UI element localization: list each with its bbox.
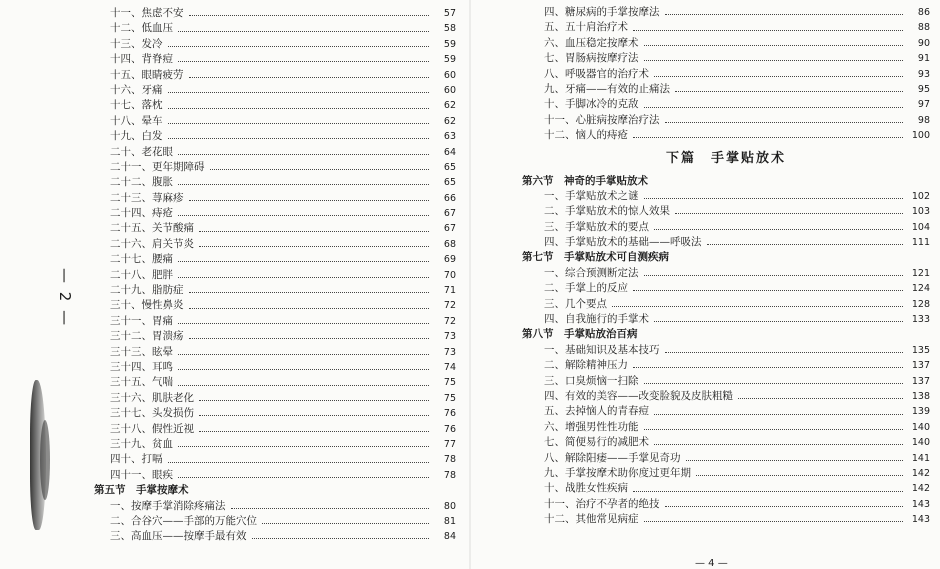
toc-entry-title: 三十九、贫血	[110, 437, 173, 450]
toc-entry	[522, 358, 930, 373]
toc-leader-dots	[178, 261, 429, 262]
toc-entry	[522, 481, 930, 496]
toc-entry-title: 三十六、肌肤老化	[110, 391, 194, 404]
toc-entry	[94, 252, 456, 267]
toc-page-number: 124	[911, 283, 930, 295]
toc-page-number: 84	[443, 531, 456, 543]
toc-entry-title: 二、合谷穴——手部的万能穴位	[110, 514, 257, 527]
toc-page-number: 76	[443, 423, 456, 435]
toc-page-number: 95	[917, 83, 930, 95]
toc-leader-dots	[189, 308, 430, 309]
toc-entry-title: 二、手掌贴放术的惊人效果	[544, 205, 670, 218]
toc-page-number: 88	[917, 22, 930, 34]
toc-page-number: 97	[917, 99, 930, 111]
toc-leader-dots	[199, 246, 429, 247]
toc-page-number: 58	[443, 23, 456, 35]
toc-entry	[94, 452, 456, 467]
toc-entry-title: 八、呼吸器官的治疗术	[544, 67, 649, 80]
toc-group-top	[522, 5, 930, 144]
toc-page-number: 63	[443, 131, 456, 143]
toc-leader-dots	[231, 508, 430, 509]
toc-section-heading	[522, 174, 930, 189]
toc-entry-title: 十、手脚冰冷的克敌	[544, 98, 639, 111]
toc-page-number: 138	[911, 390, 930, 402]
toc-entry	[94, 422, 456, 437]
toc-entry-title: 六、血压稳定按摩术	[544, 36, 639, 49]
toc-page-number: 143	[911, 514, 930, 526]
toc-entry	[94, 391, 456, 406]
toc-leader-dots	[168, 462, 430, 463]
toc-entry-title: 二十九、脂肪症	[110, 284, 184, 297]
toc-leader-dots	[665, 352, 904, 353]
toc-page-number: 80	[443, 500, 456, 512]
toc-page-number: 81	[443, 515, 456, 527]
toc-section-heading	[522, 250, 930, 265]
toc-page-number: 128	[911, 298, 930, 310]
toc-leader-dots	[644, 521, 904, 522]
toc-leader-dots	[633, 137, 903, 138]
toc-page-number: 62	[443, 100, 456, 112]
toc-entry	[522, 82, 930, 97]
toc-entry	[94, 52, 456, 67]
toc-entry-title: 第六节 神奇的手掌贴放术	[522, 174, 648, 187]
toc-entry	[94, 468, 456, 483]
toc-leader-dots	[633, 30, 903, 31]
toc-page-number: 73	[443, 346, 456, 358]
toc-entry	[94, 345, 456, 360]
toc-page-number: 86	[917, 7, 930, 18]
toc-leader-dots	[644, 45, 904, 46]
toc-page-number: 60	[443, 84, 456, 96]
toc-page-number: 76	[443, 408, 456, 420]
toc-entry	[522, 235, 930, 250]
toc-entry	[94, 499, 456, 514]
toc-entry-title: 第五节 手掌按摩术	[94, 484, 189, 497]
toc-leader-dots	[675, 213, 903, 214]
right-page	[470, 0, 940, 569]
toc-page-number: 139	[911, 406, 930, 418]
scan-smudge	[40, 420, 50, 500]
toc-entry-title: 五、五十肩治疗术	[544, 21, 628, 34]
toc-entry-title: 十、战胜女性疾病	[544, 482, 628, 495]
toc-entry-title: 十八、晕车	[110, 114, 163, 127]
toc-leader-dots	[644, 383, 904, 384]
toc-entry-title: 三十八、假性近视	[110, 422, 194, 435]
toc-page-number: 62	[443, 115, 456, 127]
toc-entry	[522, 36, 930, 51]
toc-entry	[94, 314, 456, 329]
toc-entry	[522, 420, 930, 435]
toc-entry-title: 五、去掉恼人的青春痘	[544, 405, 649, 418]
toc-page-number: 73	[443, 331, 456, 343]
toc-entry-title: 九、手掌按摩术助你度过更年期	[544, 466, 691, 479]
toc-leader-dots	[654, 321, 903, 322]
toc-leader-dots	[675, 91, 903, 92]
toc-leader-dots	[644, 107, 904, 108]
toc-page-number: 69	[443, 254, 456, 266]
toc-entry-title: 四、有效的美容——改变脸貌及皮肤粗糙	[544, 389, 733, 402]
toc-page-number: 60	[443, 69, 456, 81]
toc-entry-title: 三、几个要点	[544, 297, 607, 310]
toc-entry-title: 七、简便易行的减肥术	[544, 436, 649, 449]
toc-leader-dots	[178, 277, 429, 278]
toc-entry	[522, 113, 930, 128]
toc-entry-title: 第七节 手掌贴放术可自测疾病	[522, 251, 669, 264]
toc-entry-title: 三十、慢性鼻炎	[110, 299, 184, 312]
toc-leader-dots	[178, 61, 429, 62]
toc-page-number: 93	[917, 68, 930, 80]
toc-entry	[94, 21, 456, 36]
toc-entry	[94, 375, 456, 390]
toc-group-bottom	[522, 174, 930, 528]
toc-entry-title: 三、手掌贴放术的要点	[544, 220, 649, 233]
toc-entry	[522, 404, 930, 419]
toc-page-number: 90	[917, 37, 930, 49]
toc-entry-title: 十一、治疗不孕者的绝技	[544, 497, 660, 510]
toc-leader-dots	[665, 14, 904, 15]
toc-page-number: 142	[911, 467, 930, 479]
toc-entry-title: 三十七、头发损伤	[110, 407, 194, 420]
toc-page-number: 75	[443, 377, 456, 389]
toc-leader-dots	[178, 369, 429, 370]
toc-entry-title: 二十四、痔疮	[110, 207, 173, 220]
toc-entry	[94, 298, 456, 313]
toc-leader-dots	[168, 46, 430, 47]
toc-entry-title: 三十三、眩晕	[110, 345, 173, 358]
toc-leader-dots	[654, 444, 903, 445]
toc-entry-title: 二十二、腹胀	[110, 176, 173, 189]
toc-leader-dots	[168, 108, 430, 109]
toc-page-number: 59	[443, 38, 456, 50]
toc-leader-dots	[199, 415, 429, 416]
toc-leader-dots	[654, 76, 903, 77]
toc-entry	[522, 435, 930, 450]
toc-entry-title: 二十六、肩关节炎	[110, 237, 194, 250]
toc-leader-dots	[707, 244, 904, 245]
toc-entry-title: 三、高血压——按摩手最有效	[110, 530, 247, 543]
toc-page-number: 65	[443, 161, 456, 173]
toc-entry-title: 十二、低血压	[110, 22, 173, 35]
toc-entry-title: 九、牙痛——有效的止痛法	[544, 82, 670, 95]
toc-entry	[94, 83, 456, 98]
toc-page-number: 140	[911, 437, 930, 449]
toc-page-number: 74	[443, 361, 456, 373]
toc-leader-dots	[686, 460, 904, 461]
toc-entry	[522, 97, 930, 112]
toc-entry	[522, 5, 930, 20]
toc-page-number: 103	[911, 206, 930, 218]
toc-page-number: 100	[911, 130, 930, 142]
toc-entry	[94, 114, 456, 129]
toc-entry-title: 十四、背脊痘	[110, 53, 173, 66]
toc-page-number: 98	[917, 114, 930, 126]
toc-entry-title: 一、基础知识及基本技巧	[544, 343, 660, 356]
toc-page-number: 140	[911, 421, 930, 433]
toc-leader-dots	[644, 275, 904, 276]
toc-entry	[94, 129, 456, 144]
toc-entry	[522, 374, 930, 389]
toc-leader-dots	[644, 198, 904, 199]
toc-entry-title: 二十一、更年期障碍	[110, 160, 205, 173]
toc-entry-title: 四、自我施行的手掌术	[544, 313, 649, 326]
toc-page-number: 141	[911, 452, 930, 464]
toc-entry-title: 七、胃肠病按摩疗法	[544, 52, 639, 65]
toc-entry	[522, 189, 930, 204]
toc-entry	[522, 51, 930, 66]
toc-page-number: 91	[917, 53, 930, 65]
toc-entry-title: 三十四、耳鸣	[110, 360, 173, 373]
toc-entry-title: 二十八、肥胖	[110, 268, 173, 281]
toc-entry-title: 二、解除精神压力	[544, 359, 628, 372]
toc-entry	[94, 145, 456, 160]
toc-page-number: 59	[443, 54, 456, 66]
toc-page-number: 70	[443, 269, 456, 281]
toc-entry-title: 十九、白发	[110, 130, 163, 143]
toc-entry	[522, 297, 930, 312]
toc-page-number: 72	[443, 300, 456, 312]
toc-entry	[522, 281, 930, 296]
toc-leader-dots	[633, 367, 903, 368]
toc-leader-dots	[199, 400, 429, 401]
toc-entry	[522, 343, 930, 358]
right-toc-list	[522, 5, 930, 528]
toc-page-number: 77	[443, 438, 456, 450]
toc-page-number: 111	[911, 237, 930, 249]
toc-leader-dots	[178, 354, 429, 355]
toc-leader-dots	[168, 92, 430, 93]
toc-entry-title: 三、口臭烦恼一扫除	[544, 374, 639, 387]
toc-leader-dots	[262, 523, 429, 524]
toc-entry-title: 二十、老花眼	[110, 145, 173, 158]
toc-entry	[522, 497, 930, 512]
toc-entry-title: 四十、打嗝	[110, 453, 163, 466]
toc-entry-title: 十七、落枕	[110, 99, 163, 112]
toc-leader-dots	[199, 231, 429, 232]
toc-entry	[94, 268, 456, 283]
toc-page-number: 102	[911, 190, 930, 202]
toc-entry	[94, 283, 456, 298]
toc-leader-dots	[644, 60, 904, 61]
toc-entry	[94, 175, 456, 190]
toc-entry	[94, 237, 456, 252]
toc-entry	[94, 6, 456, 21]
toc-page-number: 78	[443, 454, 456, 466]
toc-leader-dots	[189, 15, 430, 16]
toc-leader-dots	[178, 215, 429, 216]
toc-entry-title: 四十一、眼疾	[110, 468, 173, 481]
toc-page-number: 64	[443, 146, 456, 158]
toc-page-number: 121	[911, 267, 930, 279]
toc-leader-dots	[252, 538, 430, 539]
toc-entry	[94, 360, 456, 375]
toc-entry-title: 十六、牙痛	[110, 83, 163, 96]
toc-entry	[522, 389, 930, 404]
toc-leader-dots	[738, 398, 903, 399]
toc-entry	[522, 466, 930, 481]
toc-entry	[94, 206, 456, 221]
toc-leader-dots	[178, 154, 429, 155]
toc-leader-dots	[644, 429, 904, 430]
footer-page-number: — 4 —	[695, 558, 728, 569]
toc-entry-title: 六、增强男性性功能	[544, 420, 639, 433]
toc-page-number: 71	[443, 285, 456, 297]
toc-page-number: 135	[911, 344, 930, 356]
toc-leader-dots	[178, 385, 429, 386]
toc-page-number: 78	[443, 469, 456, 481]
toc-leader-dots	[665, 122, 904, 123]
toc-leader-dots	[199, 431, 429, 432]
toc-entry	[94, 98, 456, 113]
toc-leader-dots	[178, 446, 429, 447]
toc-entry-title: 第八节 手掌贴放治百病	[522, 328, 638, 341]
toc-entry-title: 三十一、胃痛	[110, 314, 173, 327]
toc-entry-title: 二十三、荨麻疹	[110, 191, 184, 204]
toc-entry-title: 四、手掌贴放术的基础——呼吸法	[544, 236, 702, 249]
toc-entry	[94, 437, 456, 452]
toc-entry	[94, 160, 456, 175]
toc-entry	[94, 529, 456, 544]
toc-page-number: 133	[911, 314, 930, 326]
toc-page-number: 68	[443, 238, 456, 250]
toc-leader-dots	[612, 306, 903, 307]
toc-entry	[522, 128, 930, 143]
toc-page-number: 67	[443, 208, 456, 220]
toc-entry-title: 十一、心脏病按摩治疗法	[544, 113, 660, 126]
toc-page-number: 72	[443, 315, 456, 327]
toc-entry-title: 二、手掌上的反应	[544, 282, 628, 295]
toc-page-number: 65	[443, 177, 456, 189]
toc-leader-dots	[168, 123, 430, 124]
toc-leader-dots	[178, 184, 429, 185]
toc-entry	[522, 312, 930, 327]
toc-entry-title: 三十五、气喘	[110, 376, 173, 389]
toc-entry	[94, 68, 456, 83]
toc-entry-title: 十一、焦虑不安	[110, 7, 184, 19]
toc-leader-dots	[178, 31, 429, 32]
toc-leader-dots	[210, 169, 430, 170]
toc-page-number: 142	[911, 483, 930, 495]
toc-entry-title: 二十五、关节酸痛	[110, 222, 194, 235]
toc-entry	[522, 204, 930, 219]
toc-leader-dots	[189, 338, 430, 339]
toc-leader-dots	[189, 200, 430, 201]
toc-leader-dots	[654, 229, 903, 230]
toc-leader-dots	[633, 290, 903, 291]
toc-entry-title: 八、解除阳痿——手掌见奇功	[544, 451, 681, 464]
toc-entry	[522, 67, 930, 82]
toc-leader-dots	[178, 323, 429, 324]
toc-leader-dots	[665, 506, 904, 507]
toc-entry	[522, 220, 930, 235]
toc-entry-title: 四、糖尿病的手掌按摩法	[544, 6, 660, 18]
toc-entry-title: 十五、眼睛疲劳	[110, 68, 184, 81]
toc-leader-dots	[189, 292, 430, 293]
toc-page-number: 137	[911, 360, 930, 372]
toc-entry	[522, 512, 930, 527]
toc-entry-title: 一、综合预测断定法	[544, 266, 639, 279]
toc-entry	[94, 329, 456, 344]
toc-leader-dots	[168, 138, 430, 139]
toc-page-number: 67	[443, 223, 456, 235]
toc-page-number: 57	[443, 8, 456, 19]
toc-entry-title: 一、手掌贴放术之谜	[544, 189, 639, 202]
toc-section-heading	[522, 327, 930, 342]
toc-entry	[522, 451, 930, 466]
toc-leader-dots	[189, 77, 430, 78]
toc-entry	[94, 406, 456, 421]
part-title: 下篇 手掌贴放术	[665, 150, 786, 166]
toc-page-number: 104	[911, 221, 930, 233]
toc-page-number: 137	[911, 375, 930, 387]
toc-entry-title: 十二、其他常见病症	[544, 513, 639, 526]
toc-entry	[94, 514, 456, 529]
toc-page-number: 75	[443, 392, 456, 404]
toc-entry-title: 三十二、胃溃疡	[110, 330, 184, 343]
toc-entry	[94, 221, 456, 236]
toc-leader-dots	[633, 491, 903, 492]
toc-entry	[522, 20, 930, 35]
toc-entry	[94, 191, 456, 206]
toc-leader-dots	[654, 414, 903, 415]
toc-leader-dots	[696, 475, 903, 476]
toc-leader-dots	[178, 477, 429, 478]
side-page-number: — 2 —	[56, 268, 74, 328]
toc-entry-title: 二十七、腰痛	[110, 253, 173, 266]
toc-entry-title: 十三、发冷	[110, 37, 163, 50]
toc-entry	[94, 37, 456, 52]
toc-page-number: 66	[443, 192, 456, 204]
toc-entry-title: 一、按摩手掌消除疼痛法	[110, 499, 226, 512]
left-toc-list	[94, 6, 456, 545]
toc-page-number: 143	[911, 498, 930, 510]
toc-entry-title: 十二、恼人的痔疮	[544, 129, 628, 142]
toc-section-heading	[94, 483, 456, 498]
toc-entry	[522, 266, 930, 281]
